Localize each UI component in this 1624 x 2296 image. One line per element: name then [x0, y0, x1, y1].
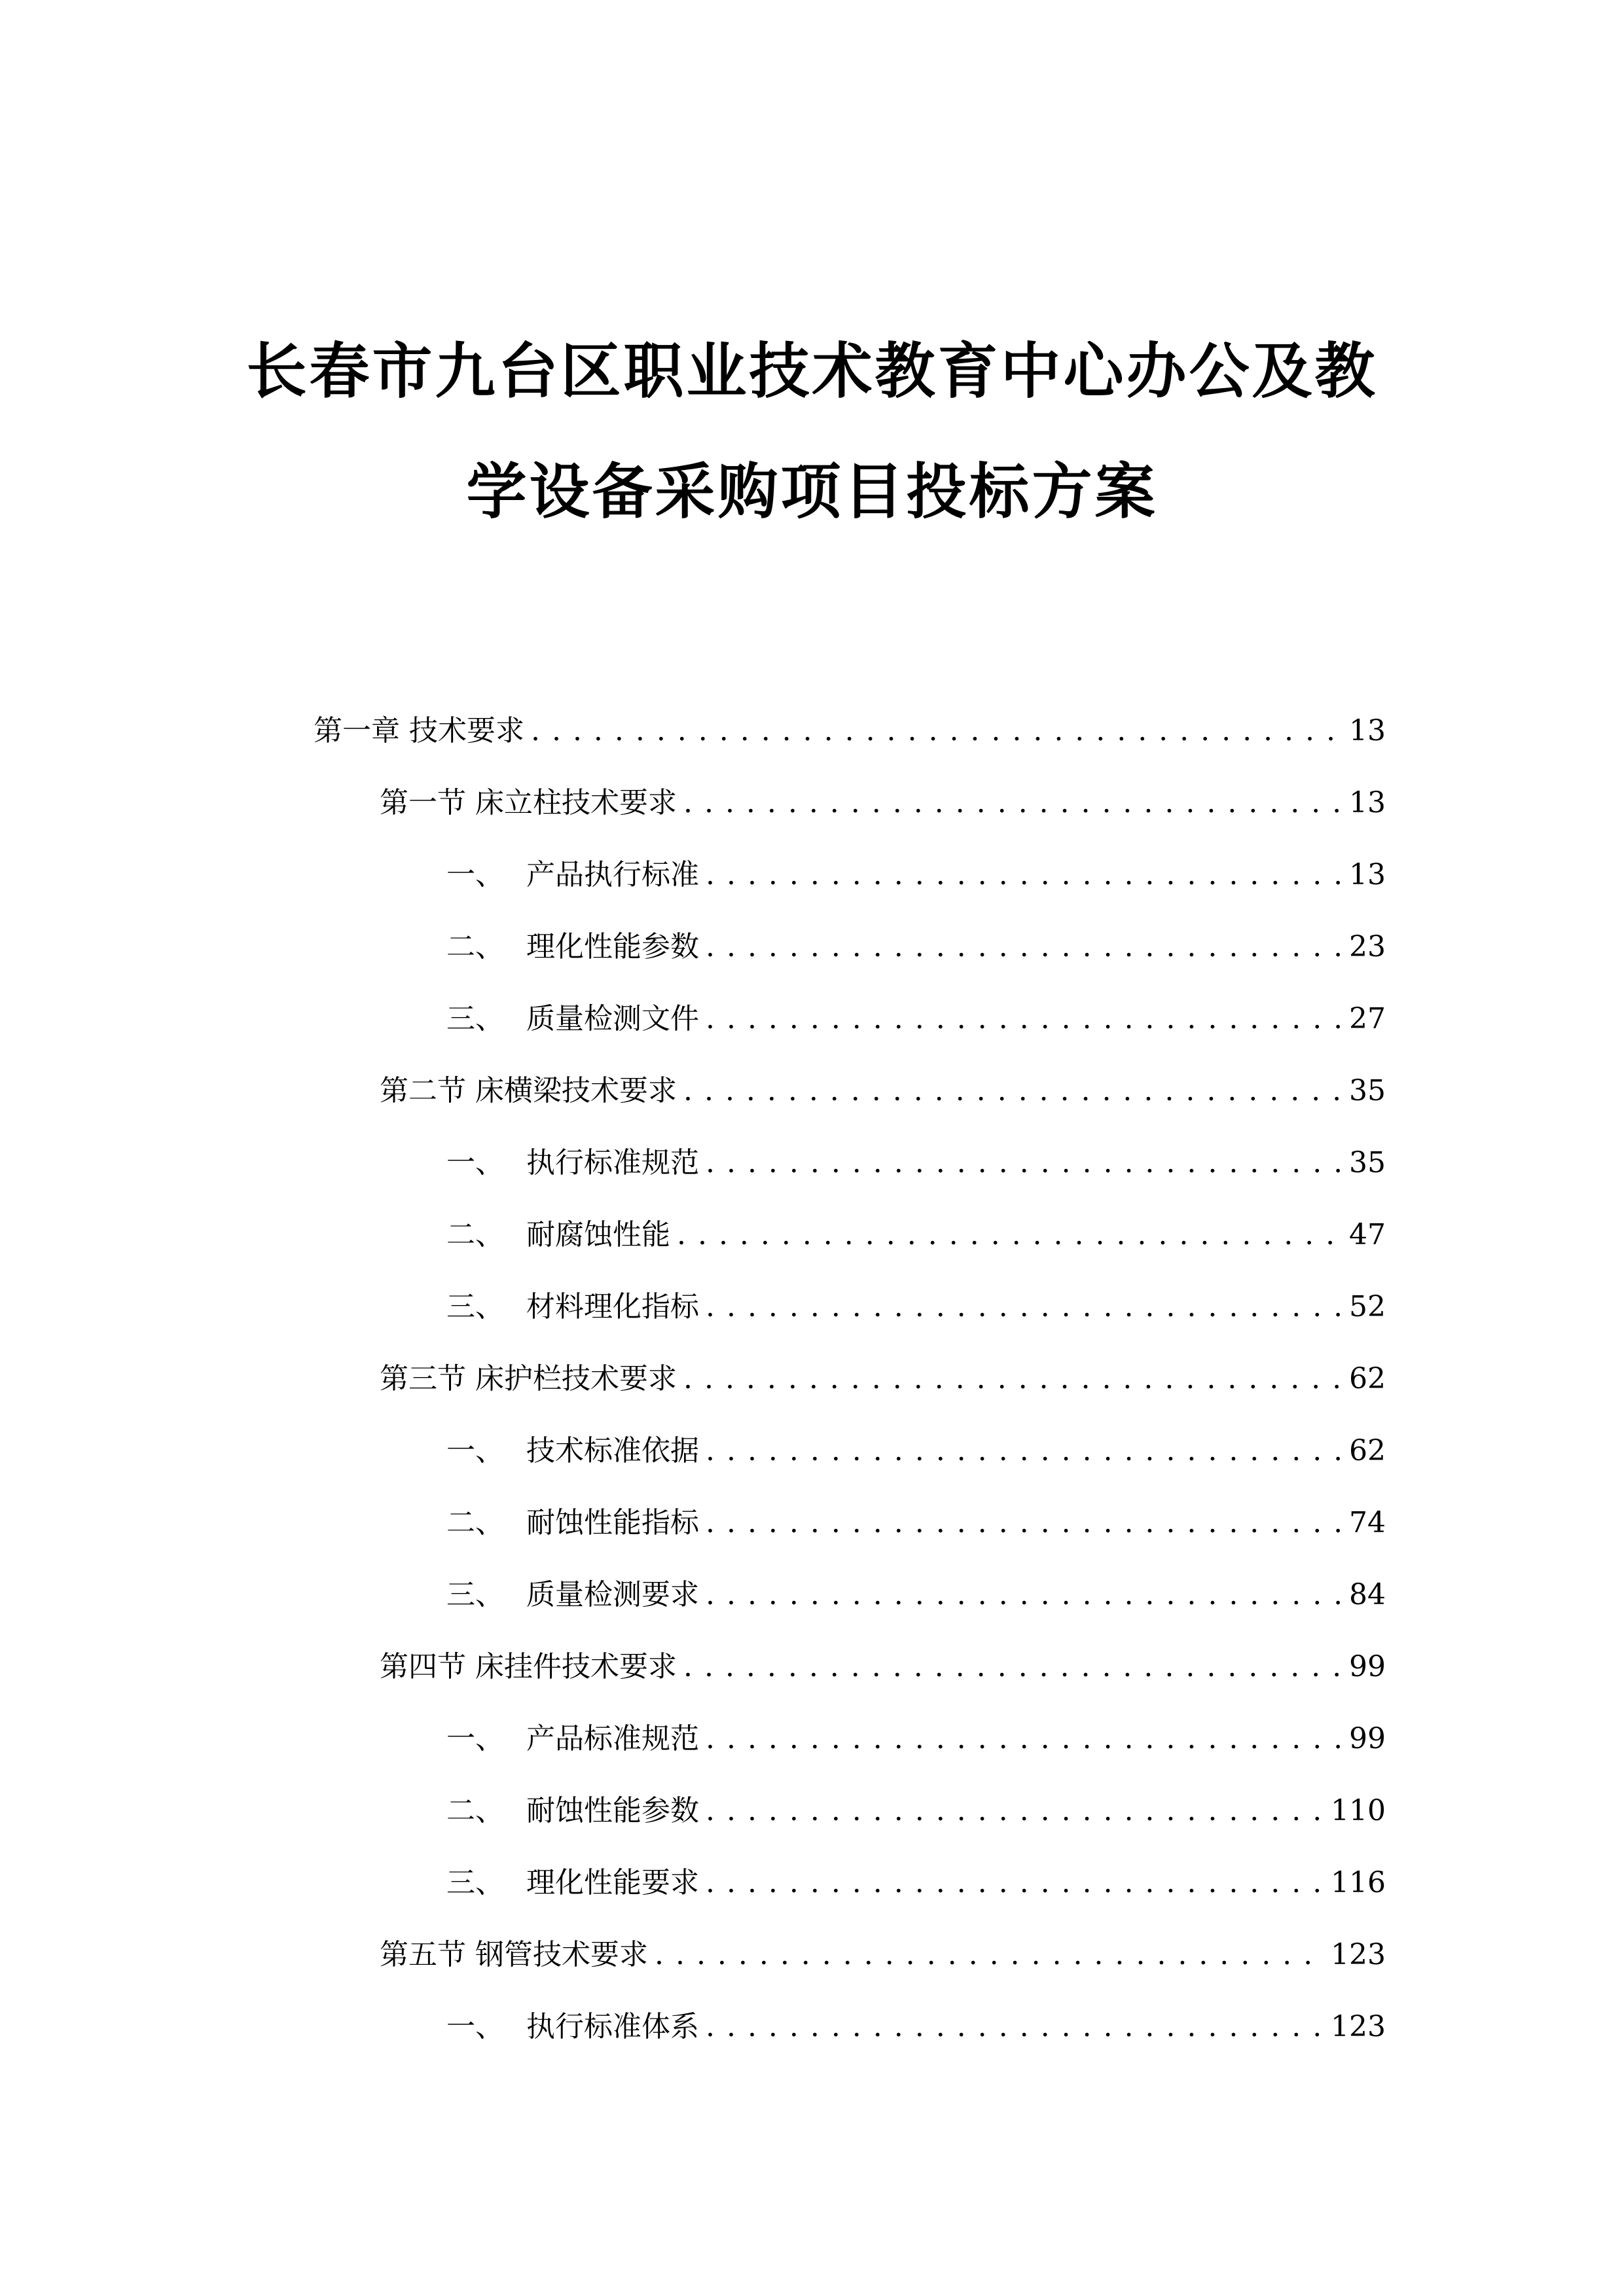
toc-entry[interactable]	[446, 1283, 1386, 1322]
toc-leader-dots	[683, 1074, 1343, 1107]
toc-entry[interactable]	[446, 1211, 1386, 1250]
toc-leader-dots	[531, 714, 1343, 747]
toc-entry[interactable]	[380, 1643, 1386, 1682]
toc-entry-number: 一、	[446, 2010, 504, 2043]
toc-entry-number: 第一章	[314, 714, 400, 747]
toc-entry[interactable]	[446, 923, 1386, 962]
toc-entry-number: 二、	[446, 1794, 504, 1827]
toc-leader-dots	[706, 1794, 1324, 1827]
toc-entry-number: 一、	[446, 1722, 504, 1755]
toc-entry-label	[446, 851, 699, 893]
toc-entry-text: 理化性能要求	[526, 1866, 699, 1899]
toc-entry-label	[314, 707, 524, 749]
toc-entry-number: 二、	[446, 1506, 504, 1539]
toc-leader-dots	[706, 1722, 1343, 1755]
toc-entry-text: 材料理化指标	[526, 1290, 699, 1323]
toc-entry-text: 耐蚀性能指标	[526, 1506, 699, 1539]
toc-entry[interactable]	[446, 1427, 1386, 1466]
toc-leader-dots	[706, 1866, 1324, 1899]
toc-entry[interactable]	[380, 1931, 1386, 1970]
toc-leader-dots	[706, 930, 1343, 963]
toc-entry[interactable]	[446, 851, 1386, 890]
toc-entry-text: 质量检测要求	[526, 1578, 699, 1611]
toc-page-number: 27	[1349, 1002, 1386, 1035]
toc-entry-number: 三、	[446, 1866, 504, 1899]
toc-entry-label	[380, 1643, 677, 1685]
toc-page-number: 99	[1349, 1722, 1386, 1755]
toc-entry[interactable]	[446, 995, 1386, 1034]
toc-entry-label	[446, 1499, 699, 1541]
toc-entry[interactable]	[446, 2003, 1386, 2042]
toc-entry[interactable]	[314, 707, 1386, 746]
toc-entry[interactable]	[446, 1499, 1386, 1538]
toc-leader-dots	[706, 1506, 1343, 1539]
toc-entry-number: 二、	[446, 930, 504, 963]
toc-entry-text: 质量检测文件	[526, 1002, 699, 1035]
toc-entry-number: 第三节	[380, 1362, 466, 1395]
toc-leader-dots	[706, 1290, 1343, 1323]
toc-entry-label	[446, 1139, 699, 1181]
toc-page-number: 123	[1331, 2010, 1386, 2043]
toc-page-number: 35	[1349, 1074, 1386, 1107]
toc-entry[interactable]	[380, 1067, 1386, 1106]
toc-entry-label	[446, 2003, 699, 2045]
toc-entry[interactable]	[380, 1355, 1386, 1394]
toc-page-number: 116	[1331, 1866, 1386, 1899]
toc-entry-number: 第四节	[380, 1650, 466, 1683]
toc-entry-text: 执行标准规范	[526, 1146, 699, 1179]
toc-entry-text: 耐腐蚀性能	[526, 1218, 670, 1251]
toc-entry[interactable]	[446, 1787, 1386, 1826]
document-title-line-2: 学设备采购项目投标方案	[466, 457, 1158, 527]
toc-leader-dots	[683, 1362, 1343, 1395]
toc-leader-dots	[706, 1434, 1343, 1467]
toc-leader-dots	[683, 786, 1343, 819]
toc-entry[interactable]	[380, 779, 1386, 818]
toc-entry-label	[446, 1787, 699, 1829]
toc-page-number: 74	[1349, 1506, 1386, 1539]
toc-leader-dots	[706, 1578, 1343, 1611]
toc-entry-text: 技术要求	[409, 714, 524, 747]
toc-leader-dots	[706, 1002, 1343, 1035]
toc-entry-number: 第五节	[380, 1938, 466, 1971]
toc-entry-number: 第二节	[380, 1074, 466, 1107]
toc-entry-label	[380, 1067, 677, 1109]
toc-entry[interactable]	[446, 1715, 1386, 1754]
toc-entry-label	[380, 1355, 677, 1397]
toc-page-number: 110	[1331, 1794, 1386, 1827]
toc-page-number: 35	[1349, 1146, 1386, 1179]
toc-entry-number: 三、	[446, 1578, 504, 1611]
toc-page-number: 47	[1349, 1218, 1386, 1251]
toc-entry-label	[446, 995, 699, 1037]
document-title-line-1: 长春市九台区职业技术教育中心办公及教	[246, 336, 1378, 406]
toc-page-number: 23	[1349, 930, 1386, 963]
toc-entry-label	[380, 779, 677, 821]
toc-page-number: 99	[1349, 1650, 1386, 1683]
toc-entry-label	[446, 1859, 699, 1901]
toc-entry-text: 床护栏技术要求	[475, 1362, 677, 1395]
toc-entry-label	[446, 923, 699, 965]
toc-page-number: 62	[1349, 1434, 1386, 1467]
toc-entry-text: 床横梁技术要求	[475, 1074, 677, 1107]
toc-entry-text: 产品执行标准	[526, 858, 699, 891]
toc-entry-text: 床挂件技术要求	[475, 1650, 677, 1683]
toc-entry-text: 技术标准依据	[526, 1434, 699, 1467]
toc-entry-text: 耐蚀性能参数	[526, 1794, 699, 1827]
toc-entry-number: 一、	[446, 858, 504, 891]
toc-entry-label	[446, 1211, 670, 1253]
toc-entry[interactable]	[446, 1571, 1386, 1610]
toc-page-number: 13	[1349, 858, 1386, 891]
toc-entry-label	[446, 1283, 699, 1325]
toc-entry-number: 三、	[446, 1002, 504, 1035]
toc-page-number: 123	[1331, 1938, 1386, 1971]
toc-leader-dots	[706, 2010, 1324, 2043]
toc-leader-dots	[655, 1938, 1324, 1971]
toc-entry-text: 执行标准体系	[526, 2010, 699, 2043]
toc-entry-label	[446, 1571, 699, 1613]
toc-entry-label	[446, 1427, 699, 1469]
toc-page-number: 62	[1349, 1362, 1386, 1395]
toc-leader-dots	[677, 1218, 1343, 1251]
toc-entry-number: 一、	[446, 1434, 504, 1467]
toc-entry[interactable]	[446, 1139, 1386, 1178]
toc-leader-dots	[706, 1146, 1343, 1179]
toc-entry[interactable]	[446, 1859, 1386, 1898]
toc-entry-number: 三、	[446, 1290, 504, 1323]
toc-entry-number: 二、	[446, 1218, 504, 1251]
toc-entry-text: 钢管技术要求	[475, 1938, 648, 1971]
toc-leader-dots	[706, 858, 1343, 891]
toc-entry-text: 理化性能参数	[526, 930, 699, 963]
toc-page-number: 84	[1349, 1578, 1386, 1611]
toc-entry-text: 床立柱技术要求	[475, 786, 677, 819]
toc-entry-label	[380, 1931, 648, 1973]
toc-page-number: 13	[1349, 714, 1386, 747]
toc-entry-text: 产品标准规范	[526, 1722, 699, 1755]
toc-entry-number: 第一节	[380, 786, 466, 819]
toc-page-number: 52	[1349, 1290, 1386, 1323]
toc-entry-label	[446, 1715, 699, 1757]
toc-page-number: 13	[1349, 786, 1386, 819]
toc-entry-number: 一、	[446, 1146, 504, 1179]
toc-leader-dots	[683, 1650, 1343, 1683]
